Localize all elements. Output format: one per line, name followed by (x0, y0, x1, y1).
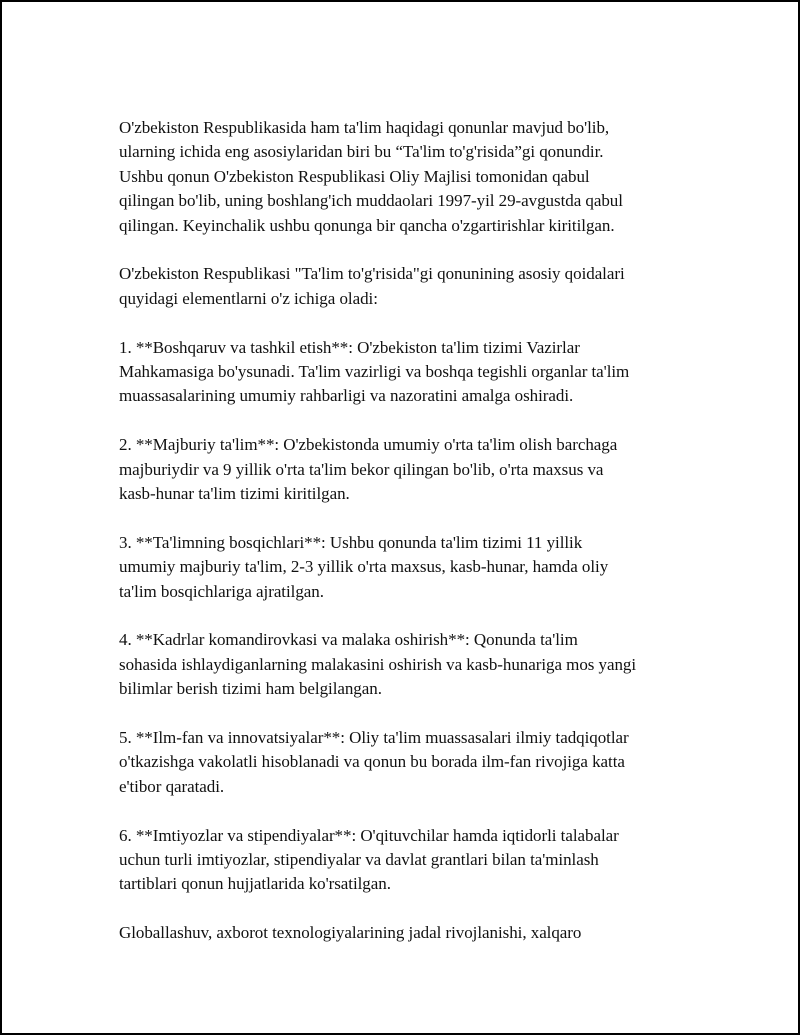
paragraph-lead-in: O'zbekiston Respublikasi "Ta'lim to'g'risida"gi qonunining asosiy qoidalari quyidagi elementlarni o'z ichiga oladi: (119, 264, 625, 308)
paragraph-closing: Globallashuv, axborot texnologiyalarining jadal rivojlanishi, xalqaro (119, 923, 582, 943)
list-item-3: 3. **Ta'limning bosqichlari**: Ushbu qonunda ta'lim tizimi 11 yillik umumiy majburiy ta'lim, 2-3 yillik o'rta maxsus, kasb-hunar, hamda oliy ta'lim bosqichlariga ajratilgan. (119, 532, 609, 601)
document-body (119, 116, 689, 970)
list-item-1: 1. **Boshqaruv va tashkil etish**: O'zbekiston ta'lim tizimi Vazirlar Mahkamasiga bo'ysunadi. Ta'lim vazirligi va boshqa tegishli organlar ta'lim muassasalarining umumiy rahbarligi va nazoratini amalga oshiradi. (119, 337, 630, 406)
list-item-6: 6. **Imtiyozlar va stipendiyalar**: O'qituvchilar hamda iqtidorli talabalar uchun turli imtiyozlar, stipendiyalar va davlat grantlari bilan ta'minlash tartiblari qonun hujjatlarida ko'rsatilgan. (119, 825, 619, 894)
list-item-4: 4. **Kadrlar komandirovkasi va malaka oshirish**: Qonunda ta'lim sohasida ishlaydiganlarning malakasini oshirish va kasb-hunariga mos yangi bilimlar berish tizimi ham belgilangan. (119, 630, 637, 699)
list-item-2: 2. **Majburiy ta'lim**: O'zbekistonda umumiy o'rta ta'lim olish barchaga majburiydir va 9 yillik o'rta ta'lim bekor qilingan bo'lib, o'rta maxsus va kasb-hunar ta'lim tizimi kiritilgan. (119, 435, 618, 504)
paragraph-intro: O'zbekiston Respublikasida ham ta'lim haqidagi qonunlar mavjud bo'lib, ularning ichida eng asosiylaridan biri bu “Ta'lim to'g'risida”gi qonundir. Ushbu qonun O'zbekiston Respublikasi Oliy Majlisi tomonidan qabul qilingan bo'lib, uning boshlang'ich muddaolari 1997-yil 29-avgustda qabul qilingan. Keyinchalik ushbu qonunga bir qancha o'zgartirishlar kiritilgan. (119, 118, 623, 235)
list-item-5: 5. **Ilm-fan va innovatsiyalar**: Oliy ta'lim muassasalari ilmiy tadqiqotlar o'tkazishga vakolatli hisoblanadi va qonun bu borada ilm-fan rivojiga katta e'tibor qaratadi. (119, 728, 629, 796)
